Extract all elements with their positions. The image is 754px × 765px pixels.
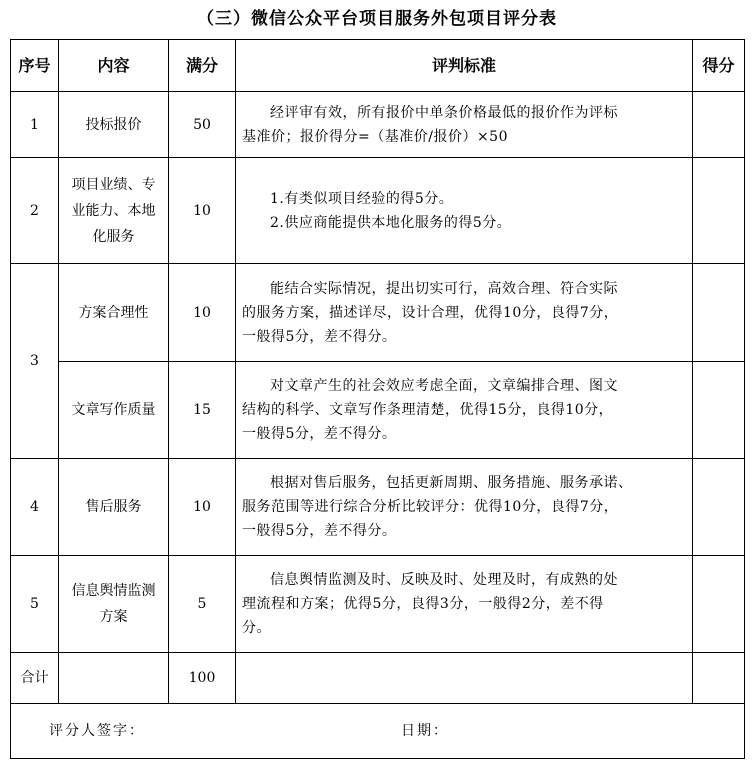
total-criteria-cell: [236, 653, 693, 704]
criteria-line: 一般得5分，差不得分。: [242, 426, 397, 442]
row-content: [59, 362, 169, 459]
criteria-line: 信息舆情监测及时、反映及时、处理及时，有成熟的处: [270, 572, 618, 588]
header-score: 得分: [693, 40, 745, 92]
table-row: [11, 459, 745, 556]
table-row: [11, 158, 745, 264]
criteria-line: 2.供应商能提供本地化服务的得5分。: [270, 214, 512, 231]
criteria-line: 分。: [242, 620, 271, 636]
total-row: [11, 653, 745, 704]
header-full: 满分: [169, 40, 236, 92]
row-criteria: [236, 158, 693, 264]
scoring-table: [10, 39, 745, 759]
row-seq: 3: [11, 264, 59, 459]
row-content: [59, 158, 169, 264]
table-row: [11, 362, 745, 459]
row-content-text: 文章写作质量: [71, 402, 156, 418]
criteria-line: 能结合实际情况，提出切实可行，高效合理、符合实际: [270, 280, 618, 297]
total-score-cell[interactable]: [693, 653, 745, 704]
table-header-row: [11, 40, 745, 92]
row-score-cell[interactable]: [693, 556, 745, 653]
criteria-line: 的服务方案，描述详尽，设计合理，优得10分，良得7分，: [242, 304, 619, 321]
total-label: 合计: [11, 653, 59, 704]
total-content-cell: [59, 653, 169, 704]
header-content: 内容: [59, 40, 169, 92]
table-row: [11, 92, 745, 158]
criteria-line: 基准价；报价得分=（基准价/报价）×50: [242, 128, 508, 145]
row-score-cell[interactable]: [693, 459, 745, 556]
row-criteria: [236, 362, 693, 459]
header-seq: 序号: [11, 40, 59, 92]
row-full: 10: [169, 158, 236, 264]
row-criteria: [236, 459, 693, 556]
criteria-line: 一般得5分，差不得分。: [242, 523, 397, 539]
signer-label: 评分人签字：: [49, 723, 145, 739]
row-seq: 1: [11, 92, 59, 158]
criteria-line: 1.有类似项目经验的得5分。: [270, 190, 454, 207]
signature-cell: [11, 704, 745, 759]
row-full: 10: [169, 264, 236, 362]
row-content: 方案合理性: [59, 264, 169, 362]
row-full: 50: [169, 92, 236, 158]
criteria-line: 对文章产生的社会效应考虑全面，文章编排合理、图文: [270, 378, 618, 394]
criteria-line: 理流程和方案；优得5分，良得3分，一般得2分，差不得: [242, 596, 604, 612]
criteria-line: 服务范围等进行综合分析比较评分：优得10分，良得7分，: [242, 499, 619, 515]
row-content: 投标报价: [59, 92, 169, 158]
date-label: 日期：: [401, 723, 449, 739]
total-full: 100: [169, 653, 236, 704]
row-content-text: 信息舆情监测方案: [71, 583, 156, 625]
table-row: [11, 264, 745, 362]
criteria-line: 结构的科学、文章写作条理清楚，优得15分，良得10分，: [242, 402, 614, 418]
row-content: 售后服务: [59, 459, 169, 556]
criteria-line: 一般得5分，差不得分。: [242, 328, 397, 345]
page-title: （三）微信公众平台项目服务外包项目评分表: [197, 9, 557, 29]
row-seq: 4: [11, 459, 59, 556]
row-criteria: [236, 264, 693, 362]
row-score-cell[interactable]: [693, 264, 745, 362]
row-criteria: [236, 556, 693, 653]
table-row: [11, 556, 745, 653]
row-content: [59, 556, 169, 653]
row-full: 15: [169, 362, 236, 459]
signature-row: [11, 704, 745, 759]
criteria-line: 根据对售后服务，包括更新周期、服务措施、服务承诺、: [270, 475, 633, 491]
row-seq: 2: [11, 158, 59, 264]
criteria-line: 经评审有效，所有报价中单条价格最低的报价作为评标: [270, 104, 618, 121]
row-seq: 5: [11, 556, 59, 653]
row-score-cell[interactable]: [693, 92, 745, 158]
row-score-cell[interactable]: [693, 158, 745, 264]
row-score-cell[interactable]: [693, 362, 745, 459]
row-full: 10: [169, 459, 236, 556]
row-full: 5: [169, 556, 236, 653]
header-criteria: 评判标准: [236, 40, 693, 92]
row-criteria: [236, 92, 693, 158]
row-content-text: 项目业绩、专业能力、本地化服务: [71, 176, 156, 245]
